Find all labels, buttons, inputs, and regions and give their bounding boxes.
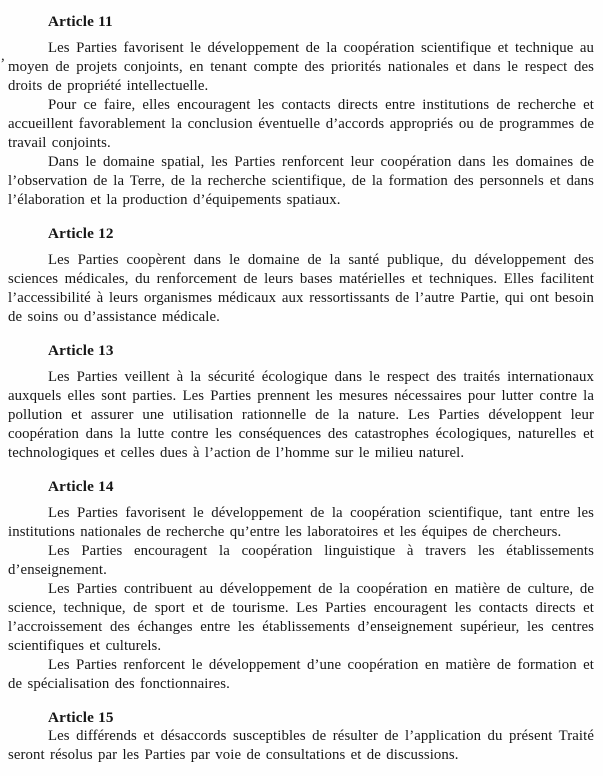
paragraph: Les Parties encouragent la coopération linguistique à travers les établissements d’enseignement.	[8, 543, 594, 578]
article-11	[8, 12, 594, 210]
article-15	[8, 708, 594, 765]
paragraph: Les Parties veillent à la sécurité écologique dans le respect des traités internationaux auxquels elles sont parties. Les Parties prennent les mesures nécessaires pour lutter contre la pollution et assurer une utilisation rationnelle de la nature. Les Parties développent leur coopération dans la lutte contre les conséquences des catastrophes écologiques, naturelles et technologiques et celles dues à l’action de l’homme sur le milieu naturel.	[8, 369, 594, 461]
paragraph: Les Parties favorisent le développement de la coopération scientifique, tant entre les institutions nationales de recherche qu’entre les laboratoires et les équipes de chercheurs.	[8, 505, 594, 540]
article-heading: Article 13	[48, 342, 114, 359]
article-14	[8, 477, 594, 694]
paragraph: Les Parties favorisent le développement de la coopération scientifique et technique au moyen de projets conjoints, en tenant compte des priorités nationales et dans le respect des droits de propriété intellectuelle.	[8, 40, 594, 94]
article-12	[8, 224, 594, 327]
paragraph: Dans le domaine spatial, les Parties renforcent leur coopération dans les domaines de l’observation de la Terre, de la recherche scientifique, de la formation des personnels et dans l’élaboration et la production d’équipements spatiaux.	[8, 154, 594, 208]
paragraph: Les Parties contribuent au développement de la coopération en matière de culture, de science, technique, de sport et de tourisme. Les Parties encouragent les contacts directs et l’accroissement des échanges entre les établissements d’enseignement supérieur, les centres scientifiques et culturels.	[8, 581, 594, 654]
paragraph: Les différends et désaccords susceptibles de résulter de l’application du présent Traité seront résolus par les Parties par voie de consultations et de discussions.	[8, 728, 594, 763]
article-heading: Article 15	[48, 709, 114, 726]
paragraph: Pour ce faire, elles encouragent les contacts directs entre institutions de recherche et accueillent favorablement la conclusion éventuelle d’accords appropriés ou de programmes de travail conjoints.	[8, 97, 594, 151]
article-heading: Article 11	[48, 13, 113, 30]
article-heading: Article 14	[48, 478, 114, 495]
article-heading: Article 12	[48, 225, 114, 242]
scan-artifact-mark: ,	[1, 48, 5, 64]
article-13	[8, 341, 594, 463]
paragraph: Les Parties renforcent le développement d’une coopération en matière de formation et de spécialisation des fonctionnaires.	[8, 657, 594, 692]
paragraph: Les Parties coopèrent dans le domaine de la santé publique, du développement des sciences médicales, du renforcement de leurs bases matérielles et techniques. Elles facilitent l’accessibilité à leurs organismes médicaux aux ressortissants de l’autre Partie, qui ont besoin de soins ou d’assistance médicale.	[8, 252, 594, 325]
